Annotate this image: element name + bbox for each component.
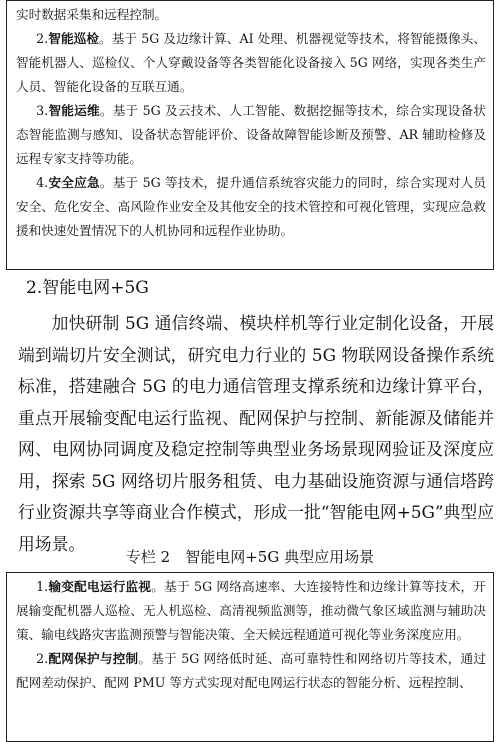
item-text: 。基于 5G 网络高速率、大连接特性和边缘计算等技术，开展输变配机器人巡检、无人机巡检、高清视频监测等，推动微气象区域监测与辅助决策、输电线路灾害监测预警与智能决策、全天候远程通道可视化等业务深度应用。 [16, 579, 486, 642]
item-lead: 配网保护与控制 [48, 651, 139, 666]
item-number: 2. [36, 31, 49, 46]
box-item [16, 647, 486, 695]
item-text: 。基于 5G 网络低时延、高可靠特性和网络切片等技术，通过配网差动保护、配网 PMU 等方式实现对配电网运行状态的智能分析、远程控制、 [16, 651, 486, 690]
item-lead: 安全应急 [48, 175, 100, 190]
item-number: 3. [36, 103, 49, 118]
section-heading: 2.智能电网+5G [26, 278, 149, 298]
continued-text: 实时数据采集和远程控制。 [16, 7, 168, 22]
sidebar-caption: 专栏 2 智能电网+5G 典型应用场景 [125, 548, 375, 566]
box-item [16, 575, 486, 647]
item-text: 。基于 5G 及云技术、人工智能、数据挖掘等技术，综合实现设备状态智能监测与感知、设备状态智能评价、设备故障智能诊断及预警、AR 辅助检修及远程专家支持等功能。 [16, 103, 487, 166]
item-number: 4. [36, 175, 49, 190]
top-text-box [6, 0, 494, 270]
box-item [16, 27, 486, 99]
item-lead: 智能运维 [48, 103, 100, 118]
box-item [16, 171, 486, 243]
item-number: 2. [36, 651, 49, 666]
item-text: 。基于 5G 等技术，提升通信系统容灾能力的同时，综合实现对人员安全、危化安全、高风险作业安全及其他安全的技术管控和可视化管理，实现应急救援和快速处置情况下的人机协同和远程作业协助。 [16, 175, 487, 238]
section-paragraph: 加快研制 5G 通信终端、模块样机等行业定制化设备，开展端到端切片安全测试，研究电力行业的 5G 物联网设备操作系统标准，搭建融合 5G 的电力通信管理支撑系统和边缘计算平台，重点开展输变配电运行监视、配网保护与控制、新能源及储能并网、电网协同调度及稳定控制等典型业务场景现网验证及深度应用，探索 5G 网络切片服务租赁、电力基础设施资源与通信塔跨行业资源共享等商业合作模式，形成一批“智能电网+5G”典型应用场景。 [18, 313, 494, 554]
sidebar-box [6, 572, 494, 742]
item-number: 1. [36, 579, 49, 594]
item-lead: 智能巡检 [48, 31, 100, 46]
section-body [18, 308, 494, 560]
item-lead: 输变配电运行监视 [48, 579, 152, 594]
item-text: 。基于 5G 及边缘计算、AI 处理、机器视觉等技术，将智能摄像头、智能机器人、巡检仪、个人穿戴设备等各类智能化设备接入 5G 网络，实现各类生产人员、智能化设备的互联互通。 [16, 31, 487, 94]
box-item [16, 99, 486, 171]
